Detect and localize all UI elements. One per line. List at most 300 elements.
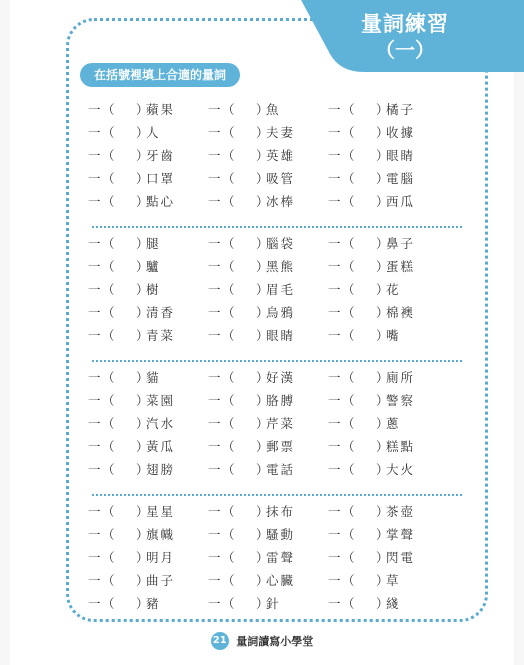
prefix-yi: 一 [88, 416, 101, 431]
noun-word: 明月 [146, 550, 176, 565]
paren-open: （ [102, 370, 115, 385]
blank-item[interactable] [208, 255, 295, 278]
noun-word: 貓 [146, 370, 161, 385]
book-title: 量詞讀寫小學堂 [236, 635, 314, 648]
noun-word: 菜園 [146, 393, 176, 408]
noun-word: 糕點 [386, 439, 416, 454]
prefix-yi: 一 [88, 102, 101, 117]
blank-item[interactable] [328, 546, 415, 569]
prefix-yi: 一 [208, 102, 221, 117]
paren-close: ） [376, 328, 389, 343]
blank-item[interactable] [208, 412, 295, 435]
paren-close: ） [256, 194, 269, 209]
exercise-row [88, 190, 468, 213]
blank-item[interactable] [208, 167, 295, 190]
blank-item[interactable] [328, 324, 401, 347]
paren-open: （ [342, 194, 355, 209]
exercise-row [88, 121, 468, 144]
paren-open: （ [342, 527, 355, 542]
paren-open: （ [342, 148, 355, 163]
exercise-section [88, 366, 468, 481]
blank-item[interactable] [208, 278, 295, 301]
noun-word: 草 [386, 573, 401, 588]
prefix-yi: 一 [208, 236, 221, 251]
noun-word: 腿 [146, 236, 161, 251]
blank-item[interactable] [328, 144, 415, 167]
blank-item[interactable] [88, 500, 175, 523]
paren-close: ） [376, 259, 389, 274]
prefix-yi: 一 [328, 148, 341, 163]
exercise-row [88, 435, 468, 458]
prefix-yi: 一 [328, 462, 341, 477]
section-divider [92, 226, 462, 228]
noun-word: 閃電 [386, 550, 416, 565]
prefix-yi: 一 [328, 102, 341, 117]
noun-word: 眉毛 [266, 282, 296, 297]
noun-word: 清香 [146, 305, 176, 320]
instruction-pill: 在括號裡填上合適的量詞 [80, 63, 240, 87]
noun-word: 芹菜 [266, 416, 296, 431]
paren-open: （ [342, 550, 355, 565]
paren-open: （ [342, 393, 355, 408]
prefix-yi: 一 [328, 573, 341, 588]
noun-word: 眼睛 [266, 328, 296, 343]
exercise-row [88, 232, 468, 255]
prefix-yi: 一 [328, 596, 341, 611]
paren-close: ） [376, 282, 389, 297]
blank-item[interactable] [88, 144, 175, 167]
prefix-yi: 一 [208, 416, 221, 431]
prefix-yi: 一 [328, 370, 341, 385]
paren-open: （ [222, 148, 235, 163]
exercise-row [88, 255, 468, 278]
noun-word: 胳膊 [266, 393, 296, 408]
paren-open: （ [222, 125, 235, 140]
exercise-row [88, 98, 468, 121]
blank-item[interactable] [88, 232, 161, 255]
prefix-yi: 一 [328, 282, 341, 297]
blank-item[interactable] [88, 278, 161, 301]
paren-close: ） [136, 393, 149, 408]
blank-item[interactable] [328, 301, 415, 324]
paren-open: （ [342, 328, 355, 343]
blank-item[interactable] [88, 592, 161, 615]
exercise-row [88, 278, 468, 301]
noun-word: 吸管 [266, 171, 296, 186]
paren-open: （ [342, 236, 355, 251]
paren-open: （ [222, 328, 235, 343]
blank-item[interactable] [328, 500, 415, 523]
blank-item[interactable] [208, 324, 295, 347]
paren-open: （ [342, 596, 355, 611]
prefix-yi: 一 [328, 259, 341, 274]
prefix-yi: 一 [208, 527, 221, 542]
paren-close: ） [136, 282, 149, 297]
prefix-yi: 一 [328, 393, 341, 408]
blank-item[interactable] [88, 121, 161, 144]
paren-close: ） [136, 259, 149, 274]
blank-item[interactable] [88, 167, 175, 190]
prefix-yi: 一 [88, 328, 101, 343]
paren-close: ） [256, 148, 269, 163]
paren-close: ） [136, 305, 149, 320]
prefix-yi: 一 [88, 462, 101, 477]
paren-close: ） [256, 596, 269, 611]
paren-close: ） [256, 282, 269, 297]
noun-word: 人 [146, 125, 161, 140]
exercise-row [88, 144, 468, 167]
paren-close: ） [376, 416, 389, 431]
paren-open: （ [102, 282, 115, 297]
prefix-yi: 一 [208, 573, 221, 588]
paren-close: ） [376, 439, 389, 454]
paren-close: ） [136, 504, 149, 519]
blank-item[interactable] [208, 458, 295, 481]
page-number-badge: 21 [211, 632, 229, 650]
blank-item[interactable] [208, 546, 295, 569]
paren-close: ） [256, 527, 269, 542]
paren-open: （ [102, 259, 115, 274]
banner-subtitle: （一） [375, 38, 435, 62]
paren-open: （ [222, 305, 235, 320]
noun-word: 棉襖 [386, 305, 416, 320]
paren-open: （ [222, 550, 235, 565]
blank-item[interactable] [88, 569, 175, 592]
noun-word: 西瓜 [386, 194, 416, 209]
paren-open: （ [222, 282, 235, 297]
prefix-yi: 一 [208, 194, 221, 209]
paren-close: ） [136, 416, 149, 431]
prefix-yi: 一 [88, 596, 101, 611]
blank-item[interactable] [208, 98, 281, 121]
prefix-yi: 一 [208, 439, 221, 454]
paren-close: ） [136, 462, 149, 477]
paren-close: ） [256, 125, 269, 140]
blank-item[interactable] [328, 121, 415, 144]
blank-item[interactable] [328, 366, 415, 389]
paren-close: ） [136, 236, 149, 251]
blank-item[interactable] [208, 144, 295, 167]
section-divider [92, 494, 462, 496]
paren-open: （ [102, 393, 115, 408]
prefix-yi: 一 [208, 504, 221, 519]
exercise-section [88, 500, 468, 615]
paren-open: （ [222, 504, 235, 519]
noun-word: 英雄 [266, 148, 296, 163]
noun-word: 針 [266, 596, 281, 611]
blank-item[interactable] [328, 278, 401, 301]
blank-item[interactable] [88, 412, 175, 435]
noun-word: 曲子 [146, 573, 176, 588]
paren-open: （ [222, 102, 235, 117]
paren-close: ） [376, 305, 389, 320]
prefix-yi: 一 [328, 305, 341, 320]
paren-open: （ [222, 416, 235, 431]
paren-close: ） [256, 370, 269, 385]
paren-close: ） [136, 439, 149, 454]
noun-word: 雷聲 [266, 550, 296, 565]
paren-close: ） [256, 305, 269, 320]
paren-open: （ [222, 194, 235, 209]
blank-item[interactable] [208, 389, 295, 412]
paren-open: （ [102, 462, 115, 477]
paren-open: （ [342, 370, 355, 385]
paren-close: ） [136, 171, 149, 186]
blank-item[interactable] [328, 190, 415, 213]
blank-item[interactable] [328, 523, 415, 546]
blank-item[interactable] [88, 190, 175, 213]
blank-item[interactable] [88, 98, 175, 121]
blank-item[interactable] [208, 523, 295, 546]
paren-open: （ [102, 573, 115, 588]
paren-open: （ [102, 148, 115, 163]
prefix-yi: 一 [328, 328, 341, 343]
blank-item[interactable] [208, 232, 295, 255]
exercise-section [88, 232, 468, 347]
noun-word: 茶壺 [386, 504, 416, 519]
exercise-row [88, 592, 468, 615]
noun-word: 星星 [146, 504, 176, 519]
blank-item[interactable] [88, 546, 175, 569]
page-footer [0, 632, 524, 652]
exercise-row [88, 500, 468, 523]
noun-word: 旗幟 [146, 527, 176, 542]
prefix-yi: 一 [88, 194, 101, 209]
paren-close: ） [136, 328, 149, 343]
prefix-yi: 一 [88, 259, 101, 274]
paren-open: （ [342, 259, 355, 274]
paren-close: ） [256, 328, 269, 343]
noun-word: 抹布 [266, 504, 296, 519]
paren-open: （ [102, 194, 115, 209]
blank-item[interactable] [328, 255, 415, 278]
blank-item[interactable] [88, 458, 175, 481]
paren-open: （ [102, 328, 115, 343]
paren-close: ） [376, 550, 389, 565]
banner-title: 量詞練習 [361, 12, 449, 36]
paren-open: （ [222, 462, 235, 477]
paren-close: ） [376, 393, 389, 408]
paren-close: ） [376, 236, 389, 251]
prefix-yi: 一 [88, 171, 101, 186]
paren-open: （ [102, 305, 115, 320]
blank-item[interactable] [328, 167, 415, 190]
paren-close: ） [136, 370, 149, 385]
paren-open: （ [342, 171, 355, 186]
exercise-section [88, 98, 468, 213]
paren-close: ） [256, 439, 269, 454]
prefix-yi: 一 [328, 171, 341, 186]
noun-word: 翅膀 [146, 462, 176, 477]
blank-item[interactable] [328, 232, 415, 255]
exercise-row [88, 301, 468, 324]
paren-close: ） [376, 194, 389, 209]
noun-word: 蔥 [386, 416, 401, 431]
paren-close: ） [376, 573, 389, 588]
prefix-yi: 一 [208, 171, 221, 186]
paren-open: （ [102, 550, 115, 565]
noun-word: 眼睛 [386, 148, 416, 163]
prefix-yi: 一 [88, 573, 101, 588]
paren-close: ） [256, 462, 269, 477]
blank-item[interactable] [208, 592, 281, 615]
prefix-yi: 一 [208, 282, 221, 297]
noun-word: 綫 [386, 596, 401, 611]
paren-close: ） [376, 596, 389, 611]
noun-word: 好漢 [266, 370, 296, 385]
exercise-row [88, 389, 468, 412]
blank-item[interactable] [88, 435, 175, 458]
paren-open: （ [102, 102, 115, 117]
noun-word: 口罩 [146, 171, 176, 186]
blank-item[interactable] [328, 98, 415, 121]
paren-close: ） [136, 596, 149, 611]
noun-word: 郵票 [266, 439, 296, 454]
noun-word: 黑熊 [266, 259, 296, 274]
prefix-yi: 一 [208, 596, 221, 611]
blank-item[interactable] [208, 301, 295, 324]
paren-close: ） [136, 550, 149, 565]
paren-open: （ [222, 393, 235, 408]
paren-close: ） [256, 416, 269, 431]
blank-item[interactable] [88, 389, 175, 412]
blank-item[interactable] [88, 301, 175, 324]
noun-word: 點心 [146, 194, 176, 209]
paren-close: ） [136, 194, 149, 209]
noun-word: 蛋糕 [386, 259, 416, 274]
paren-close: ） [376, 102, 389, 117]
prefix-yi: 一 [88, 282, 101, 297]
paren-open: （ [102, 504, 115, 519]
prefix-yi: 一 [88, 148, 101, 163]
exercise-row [88, 523, 468, 546]
blank-item[interactable] [208, 366, 295, 389]
blank-item[interactable] [328, 592, 401, 615]
paren-open: （ [342, 416, 355, 431]
paren-close: ） [136, 125, 149, 140]
paren-open: （ [342, 125, 355, 140]
noun-word: 青菜 [146, 328, 176, 343]
blank-item[interactable] [88, 523, 175, 546]
blank-item[interactable] [328, 569, 401, 592]
prefix-yi: 一 [88, 393, 101, 408]
prefix-yi: 一 [328, 550, 341, 565]
noun-word: 電腦 [386, 171, 416, 186]
noun-word: 夫妻 [266, 125, 296, 140]
noun-word: 掌聲 [386, 527, 416, 542]
paren-open: （ [102, 527, 115, 542]
blank-item[interactable] [88, 324, 175, 347]
paren-open: （ [222, 527, 235, 542]
prefix-yi: 一 [208, 305, 221, 320]
paren-open: （ [102, 596, 115, 611]
prefix-yi: 一 [208, 328, 221, 343]
prefix-yi: 一 [88, 527, 101, 542]
paren-open: （ [222, 573, 235, 588]
paren-close: ） [376, 171, 389, 186]
noun-word: 橘子 [386, 102, 416, 117]
prefix-yi: 一 [328, 236, 341, 251]
blank-item[interactable] [328, 412, 401, 435]
blank-item[interactable] [328, 458, 415, 481]
paren-open: （ [102, 439, 115, 454]
prefix-yi: 一 [328, 439, 341, 454]
blank-item[interactable] [208, 500, 295, 523]
paren-close: ） [136, 148, 149, 163]
paren-open: （ [102, 125, 115, 140]
blank-item[interactable] [88, 366, 161, 389]
blank-item[interactable] [328, 389, 415, 412]
paren-close: ） [376, 148, 389, 163]
prefix-yi: 一 [328, 527, 341, 542]
exercise-row [88, 546, 468, 569]
blank-item[interactable] [88, 255, 161, 278]
prefix-yi: 一 [88, 370, 101, 385]
section-divider [92, 360, 462, 362]
exercise-row [88, 324, 468, 347]
blank-item[interactable] [328, 435, 415, 458]
noun-word: 心臟 [266, 573, 296, 588]
noun-word: 嘴 [386, 328, 401, 343]
paren-open: （ [222, 370, 235, 385]
paren-open: （ [222, 439, 235, 454]
prefix-yi: 一 [328, 416, 341, 431]
paren-close: ） [256, 550, 269, 565]
noun-word: 腦袋 [266, 236, 296, 251]
paren-open: （ [222, 259, 235, 274]
blank-item[interactable] [208, 190, 295, 213]
noun-word: 騷動 [266, 527, 296, 542]
prefix-yi: 一 [88, 236, 101, 251]
exercise-row [88, 458, 468, 481]
exercise-row [88, 366, 468, 389]
paren-open: （ [222, 171, 235, 186]
blank-item[interactable] [208, 569, 295, 592]
noun-word: 烏鴉 [266, 305, 296, 320]
noun-word: 鼻子 [386, 236, 416, 251]
exercise-row [88, 412, 468, 435]
noun-word: 花 [386, 282, 401, 297]
blank-item[interactable] [208, 435, 295, 458]
paren-open: （ [222, 596, 235, 611]
exercise-row [88, 569, 468, 592]
paren-close: ） [256, 236, 269, 251]
noun-word: 汽水 [146, 416, 176, 431]
prefix-yi: 一 [208, 259, 221, 274]
blank-item[interactable] [208, 121, 295, 144]
noun-word: 樹 [146, 282, 161, 297]
paren-close: ） [376, 527, 389, 542]
prefix-yi: 一 [88, 504, 101, 519]
noun-word: 魚 [266, 102, 281, 117]
prefix-yi: 一 [328, 125, 341, 140]
noun-word: 冰棒 [266, 194, 296, 209]
prefix-yi: 一 [208, 125, 221, 140]
paren-open: （ [342, 462, 355, 477]
prefix-yi: 一 [88, 550, 101, 565]
paren-open: （ [102, 416, 115, 431]
paren-close: ） [256, 171, 269, 186]
paren-open: （ [342, 504, 355, 519]
noun-word: 驢 [146, 259, 161, 274]
paren-close: ） [256, 573, 269, 588]
paren-open: （ [222, 236, 235, 251]
prefix-yi: 一 [328, 504, 341, 519]
noun-word: 收據 [386, 125, 416, 140]
noun-word: 大火 [386, 462, 416, 477]
prefix-yi: 一 [88, 305, 101, 320]
paren-close: ） [376, 504, 389, 519]
